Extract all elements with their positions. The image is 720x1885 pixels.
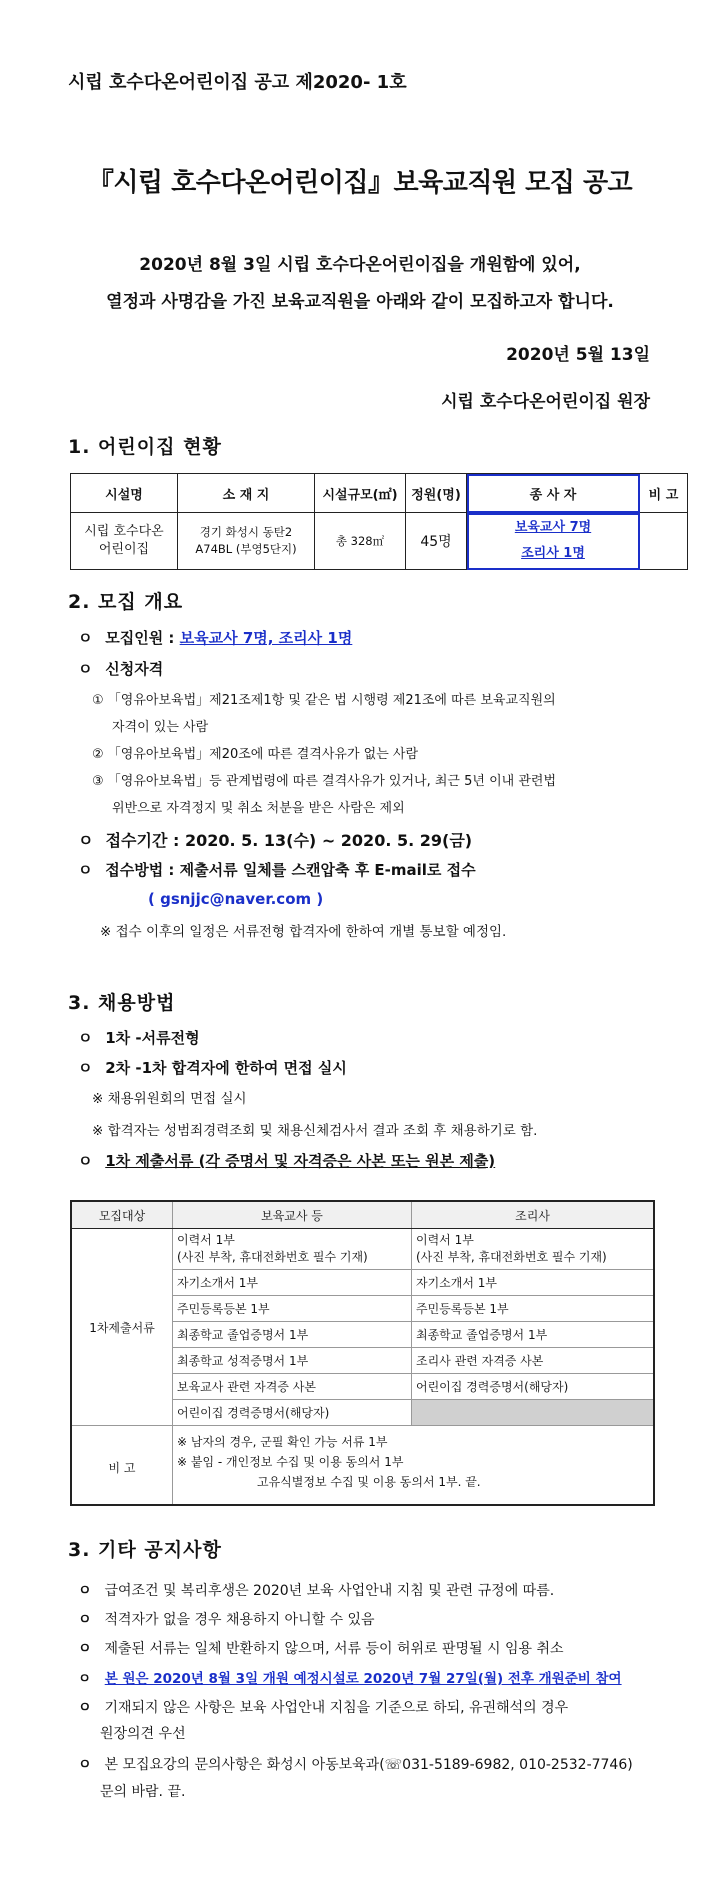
teacher-doc-resume	[173, 1229, 412, 1270]
notice-highlight	[78, 1667, 622, 1687]
eligibility-mark: ②	[92, 747, 104, 762]
header-location: 소 재 지	[178, 474, 315, 513]
facility-table-header	[71, 474, 688, 513]
eligibility-mark: ①	[92, 693, 104, 708]
cook-doc-text: 이력서 1부	[416, 1233, 474, 1247]
notice-item-6-cont: 문의 바람. 끝.	[100, 1784, 186, 1800]
eligibility-item-1	[92, 689, 556, 708]
header-cook: 조리사	[412, 1201, 655, 1229]
notice-date: 2020년 5월 13일	[506, 345, 650, 365]
period-line	[78, 828, 472, 851]
bullet-icon: ㅇ	[78, 1671, 92, 1687]
facility-size: 총 328㎡	[315, 513, 406, 570]
eligibility-item-1-cont: 자격이 있는 사람	[112, 720, 209, 735]
facility-name-line1: 시립 호수다온	[84, 524, 164, 539]
teacher-doc: 어린이집 경력증명서(해당자)	[173, 1400, 412, 1426]
notice-item-1	[78, 1580, 554, 1600]
email-link[interactable]: ( gsnjjc@naver.com )	[148, 890, 324, 908]
table-row	[71, 1229, 654, 1270]
method-note: ※ 접수 이후의 일정은 서류전형 합격자에 한하여 개별 통보할 예정임.	[100, 924, 507, 940]
category-cell: 1차제출서류	[71, 1229, 173, 1426]
notice-item-6	[78, 1754, 633, 1774]
facility-location-line2: A74BL (부영5단지)	[195, 542, 297, 556]
facility-location	[178, 513, 315, 570]
signer: 시립 호수다온어린이집 원장	[441, 392, 650, 412]
eligibility-item-3-cont: 위반으로 자격정지 및 취소 처분을 받은 사람은 제외	[112, 801, 405, 816]
notice-item-text: 제출된 서류는 일체 반환하지 않으며, 서류 등이 허위로 판명될 시 임용 취소	[104, 1641, 564, 1657]
step-note-1: ※ 채용위원회의 면접 실시	[92, 1091, 247, 1107]
cook-doc-resume	[412, 1229, 655, 1270]
teacher-doc-text: 이력서 1부	[177, 1233, 235, 1247]
facility-staff	[467, 513, 640, 570]
facility-table-row	[71, 513, 688, 570]
facility-table	[70, 473, 688, 570]
facility-name	[71, 513, 178, 570]
bullet-icon: ㅇ	[78, 1152, 93, 1170]
notice-item-text: 적격자가 없을 경우 채용하지 아니할 수 있음	[104, 1612, 375, 1628]
eligibility-text: 「영유아보육법」제20조에 따른 결격사유가 없는 사람	[107, 747, 419, 762]
cook-doc-text: (사진 부착, 휴대전화번호 필수 기재)	[416, 1250, 607, 1264]
note-line-3: 고유식별정보 수집 및 이용 동의서 1부. 끝.	[257, 1475, 481, 1489]
bullet-icon: ㅇ	[78, 660, 93, 678]
notice-item-5	[78, 1697, 568, 1717]
method-line	[78, 859, 476, 880]
cook-doc: 자기소개서 1부	[412, 1270, 655, 1296]
header-capacity: 정원(명)	[406, 474, 467, 513]
docs-heading: 1차 제출서류 (각 증명서 및 자격증은 사본 또는 원본 제출)	[105, 1152, 496, 1170]
header-size: 시설규모(㎡)	[315, 474, 406, 513]
staff-line2: 조리사 1명	[521, 546, 585, 561]
eligibility-label: 신청자격	[105, 660, 164, 678]
bullet-icon: ㅇ	[78, 1059, 93, 1077]
step2-text: 2차 -1차 합격자에 한하여 면접 실시	[105, 1059, 347, 1077]
teacher-doc: 최종학교 성적증명서 1부	[173, 1348, 412, 1374]
cook-doc: 조리사 관련 자격증 사본	[412, 1348, 655, 1374]
step2-line	[78, 1057, 347, 1078]
header-name: 시설명	[71, 474, 178, 513]
cook-doc: 주민등록등본 1부	[412, 1296, 655, 1322]
bullet-icon: ㅇ	[78, 1612, 92, 1628]
notice-item-5-cont: 원장의견 우선	[100, 1726, 186, 1742]
bullet-icon: ㅇ	[78, 831, 94, 850]
recruit-line	[78, 627, 352, 648]
note-line-1: ※ 남자의 경우, 군필 확인 가능 서류 1부	[177, 1435, 388, 1449]
note-label: 비 고	[71, 1426, 173, 1506]
notice-number: 시립 호수다온어린이집 공고 제2020- 1호	[68, 72, 407, 93]
facility-capacity: 45명	[406, 513, 467, 570]
header-note: 비 고	[640, 474, 688, 513]
recruit-value: 보육교사 7명, 조리사 1명	[179, 629, 353, 647]
table-note-row	[71, 1426, 654, 1506]
facility-note	[640, 513, 688, 570]
header-staff: 종 사 자	[467, 474, 640, 513]
eligibility-item-2	[92, 743, 418, 762]
staff-line1: 보육교사 7명	[514, 520, 592, 535]
section1-heading: 1. 어린이집 현황	[68, 436, 222, 458]
notice-item-2	[78, 1609, 375, 1629]
teacher-doc: 최종학교 졸업증명서 1부	[173, 1322, 412, 1348]
eligibility-mark: ③	[92, 774, 104, 789]
step1-text: 1차 -서류전형	[105, 1029, 200, 1047]
header-target: 모집대상	[71, 1201, 173, 1229]
step-note-2: ※ 합격자는 성범죄경력조회 및 채용신체검사서 결과 조회 후 채용하기로 함.	[92, 1123, 538, 1139]
bullet-icon: ㅇ	[78, 1029, 93, 1047]
page-title: 『시립 호수다온어린이집』보육교직원 모집 공고	[87, 168, 633, 198]
section3-heading: 3. 채용방법	[68, 992, 176, 1014]
notice-item-text: 본 모집요강의 문의사항은 화성시 아동보육과(☏031-5189-6982, 010-2532-7746)	[104, 1757, 633, 1773]
bullet-icon: ㅇ	[78, 1583, 92, 1599]
notice-item-text: 기재되지 않은 사항은 보육 사업안내 지침을 기준으로 하되, 유권해석의 경우	[104, 1700, 569, 1716]
recruit-label: 모집인원 :	[105, 629, 175, 647]
teacher-doc-text: (사진 부착, 휴대전화번호 필수 기재)	[177, 1250, 368, 1264]
eligibility-line	[78, 658, 163, 679]
bullet-icon: ㅇ	[78, 1757, 92, 1773]
section4-heading: 3. 기타 공지사항	[68, 1539, 222, 1561]
documents-table	[70, 1200, 655, 1506]
facility-location-line1: 경기 화성시 동탄2	[199, 525, 293, 539]
teacher-doc: 주민등록등본 1부	[173, 1296, 412, 1322]
teacher-doc: 자기소개서 1부	[173, 1270, 412, 1296]
note-cell	[173, 1426, 655, 1506]
cook-doc: 최종학교 졸업증명서 1부	[412, 1322, 655, 1348]
docs-heading-line	[78, 1150, 495, 1171]
eligibility-text: 「영유아보육법」등 관계법령에 따른 결격사유가 있거나, 최근 5년 이내 관련법	[107, 774, 556, 789]
notice-item-text: 급여조건 및 복리후생은 2020년 보육 사업안내 지침 및 관련 규정에 따름.	[104, 1583, 555, 1599]
documents-table-header	[71, 1201, 654, 1229]
bullet-icon: ㅇ	[78, 861, 93, 879]
eligibility-text: 「영유아보육법」제21조제1항 및 같은 법 시행령 제21조에 따른 보육교직원의	[107, 693, 556, 708]
bullet-icon: ㅇ	[78, 1641, 92, 1657]
eligibility-item-3	[92, 770, 556, 789]
teacher-doc: 보육교사 관련 자격증 사본	[173, 1374, 412, 1400]
intro-line-1: 2020년 8월 3일 시립 호수다온어린이집을 개원함에 있어,	[139, 255, 581, 275]
period-text: 접수기간 : 2020. 5. 13(수) ~ 2020. 5. 29(금)	[105, 831, 473, 850]
method-text: 접수방법 : 제출서류 일체를 스캔압축 후 E-mail로 접수	[105, 861, 476, 879]
cook-doc: 어린이집 경력증명서(해당자)	[412, 1374, 655, 1400]
cook-doc-empty	[412, 1400, 655, 1426]
notice-item-3	[78, 1638, 564, 1658]
notice-highlight-text: 본 원은 2020년 8월 3일 개원 예정시설로 2020년 7월 27일(월) 전후 개원준비 참여	[104, 1671, 622, 1687]
intro-line-2: 열정과 사명감을 가진 보육교직원을 아래와 같이 모집하고자 합니다.	[106, 292, 614, 312]
note-line-2: ※ 붙임 - 개인정보 수집 및 이용 동의서 1부	[177, 1455, 404, 1469]
bullet-icon: ㅇ	[78, 629, 93, 647]
section2-heading: 2. 모집 개요	[68, 591, 184, 613]
step1-line	[78, 1027, 200, 1048]
header-teacher: 보육교사 등	[173, 1201, 412, 1229]
bullet-icon: ㅇ	[78, 1700, 92, 1716]
facility-name-line2: 어린이집	[98, 542, 150, 557]
